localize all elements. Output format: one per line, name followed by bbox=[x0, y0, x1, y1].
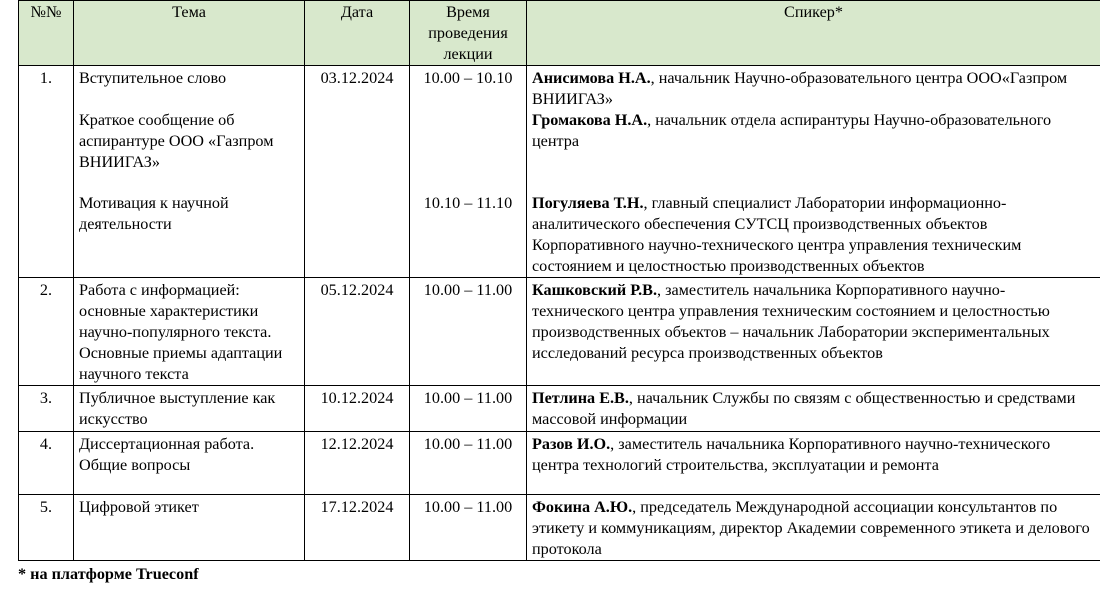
speaker-role: , начальник Научно-образовательного центра ООО«Газпром ВНИИГАЗ» bbox=[532, 69, 1068, 109]
speaker-name: Петлина Е.В. bbox=[532, 389, 629, 408]
topic-item: Вступительное слово bbox=[79, 69, 227, 88]
speaker-name: Разов И.О. bbox=[532, 434, 611, 453]
speaker-role: , начальник Службы по связям с общественностью и средствами массовой информации bbox=[532, 389, 1076, 429]
row-date: 12.12.2024 bbox=[305, 431, 410, 494]
speaker-name: Кашковский Р.В. bbox=[532, 281, 657, 300]
row-time: 10.00 – 11.00 bbox=[410, 431, 527, 494]
row-time: 10.00 – 11.00 bbox=[410, 494, 527, 560]
header-speaker: Спикер* bbox=[527, 1, 1100, 66]
row-number: 3. bbox=[19, 386, 74, 432]
topic-item: Краткое сообщение об аспирантуре ООО «Газпром ВНИИГАЗ» bbox=[79, 110, 274, 171]
row-time: 10.00 – 11.00 bbox=[410, 386, 527, 432]
row-date: 03.12.2024 bbox=[305, 66, 410, 278]
row-number: 2. bbox=[19, 278, 74, 386]
topic-item: Мотивация к научной деятельности bbox=[79, 194, 229, 233]
row-speaker bbox=[527, 278, 1100, 386]
row-topic: Цифровой этикет bbox=[74, 494, 305, 560]
speaker-entry bbox=[532, 110, 1095, 152]
speaker-name: Фокина А.Ю. bbox=[532, 497, 633, 516]
table-row bbox=[19, 278, 1100, 386]
footnote: * на платформе Trueconf bbox=[18, 565, 199, 583]
speaker-name: Погуляева Т.Н. bbox=[532, 194, 644, 213]
speaker-role: , председатель Международной ассоциации консультантов по этикету и коммуникациям, директор Академии современного этикета и делового протокола bbox=[532, 497, 1090, 558]
row-time: 10.00 – 11.00 bbox=[410, 278, 527, 386]
table-row bbox=[19, 66, 1100, 278]
speaker-role: , заместитель начальника Корпоративного научно-технического центра технологий строительства, эксплуатации и ремонта bbox=[532, 434, 1051, 474]
speaker-entry bbox=[532, 68, 1095, 110]
speaker-role: , главный специалист Лаборатории информационно-аналитического обеспечения СУТСЦ производственных объектов Корпоративного научно-технического центра управления техническим состоянием и целостностью производственных объектов bbox=[532, 194, 1022, 275]
table-row bbox=[19, 386, 1100, 432]
row-date: 05.12.2024 bbox=[305, 278, 410, 386]
table-row bbox=[19, 431, 1100, 494]
row-number: 4. bbox=[19, 431, 74, 494]
row-topic: Диссертационная работа. Общие вопросы bbox=[74, 431, 305, 494]
header-number: №№ bbox=[19, 1, 74, 66]
header-topic: Тема bbox=[74, 1, 305, 66]
header-date: Дата bbox=[305, 1, 410, 66]
header-time: Время проведения лекции bbox=[410, 1, 527, 66]
row-topic: Публичное выступление как искусство bbox=[74, 386, 305, 432]
time-slot: 10.00 – 10.10 bbox=[423, 69, 513, 88]
speaker-entry bbox=[532, 193, 1095, 276]
row-speaker bbox=[527, 494, 1100, 560]
row-topic: Работа с информацией: основные характеристики научно-популярного текста. Основные приемы адаптации научного текста bbox=[74, 278, 305, 386]
speaker-role: , начальник отдела аспирантуры Научно-образовательного центра bbox=[532, 110, 1052, 150]
row-date: 17.12.2024 bbox=[305, 494, 410, 560]
row-speaker bbox=[527, 431, 1100, 494]
row-speaker bbox=[527, 66, 1100, 278]
row-number: 5. bbox=[19, 494, 74, 560]
lecture-schedule-table bbox=[18, 0, 1100, 561]
row-speaker bbox=[527, 386, 1100, 432]
row-date: 10.12.2024 bbox=[305, 386, 410, 432]
row-number: 1. bbox=[19, 66, 74, 278]
speaker-name: Громакова Н.А. bbox=[532, 110, 648, 129]
table-header-row bbox=[19, 1, 1100, 66]
table-row bbox=[19, 494, 1100, 560]
row-topic bbox=[74, 66, 305, 278]
speaker-role: , заместитель начальника Корпоративного научно-технического центра управления техническим состоянием и целостностью производственных объектов – начальник Лаборатории экспериментальных исследований ресурса производственных объектов bbox=[532, 281, 1050, 362]
time-slot: 10.10 – 11.10 bbox=[423, 194, 513, 213]
speaker-name: Анисимова Н.А. bbox=[532, 69, 651, 88]
row-time bbox=[410, 66, 527, 278]
